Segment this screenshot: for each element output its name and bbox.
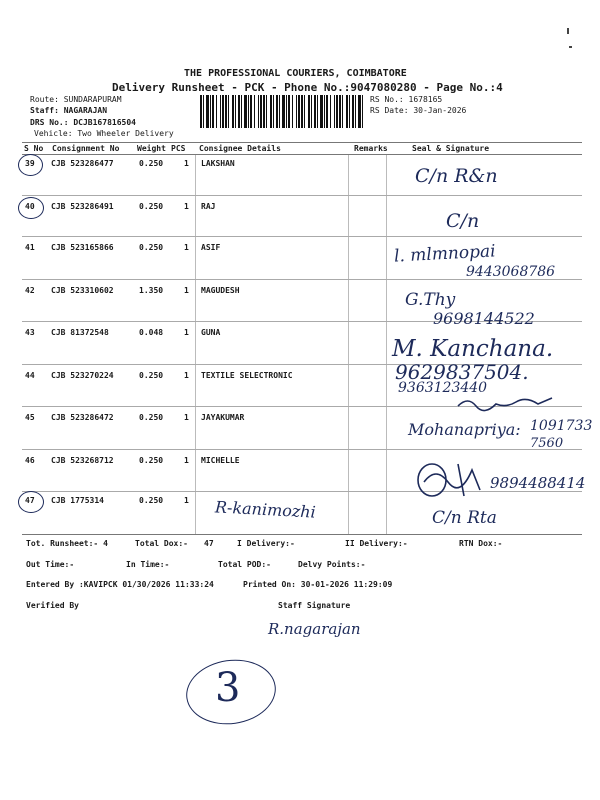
col-pcs: PCS bbox=[171, 144, 186, 153]
verified-by: Verified By bbox=[26, 601, 79, 610]
row-consignee: MICHELLE bbox=[201, 456, 240, 465]
col-weight: Weight bbox=[137, 144, 166, 153]
barcode-bar bbox=[349, 95, 350, 128]
col-remarks: Remarks bbox=[354, 144, 388, 153]
row-consignment-no: CJB 1775314 bbox=[51, 496, 104, 505]
col-consignee: Consignee Details bbox=[199, 144, 281, 153]
barcode-bar bbox=[260, 95, 262, 128]
printed-on: Printed On: 30-01-2026 11:29:09 bbox=[243, 580, 393, 589]
row-pcs: 1 bbox=[184, 496, 189, 505]
handwritten-signature: G.Thy bbox=[405, 290, 456, 310]
barcode-bar bbox=[336, 95, 338, 128]
handwritten-phone: 9443068786 bbox=[466, 264, 556, 280]
barcode-bar bbox=[212, 95, 214, 128]
company-title: THE PROFESSIONAL COURIERS, COIMBATORE bbox=[184, 68, 407, 79]
row-weight: 0.250 bbox=[139, 371, 164, 380]
barcode-bar bbox=[311, 95, 312, 128]
row-consignment-no: CJB 523268712 bbox=[51, 456, 114, 465]
barcode-bar bbox=[317, 95, 318, 128]
row-weight: 0.250 bbox=[139, 413, 164, 422]
staff-label: Staff: NAGARAJAN bbox=[30, 106, 108, 115]
barcode-bar bbox=[362, 95, 363, 128]
handwritten-page-number: 3 bbox=[215, 665, 241, 711]
barcode-bar bbox=[339, 95, 341, 128]
circle-mark bbox=[18, 491, 44, 513]
barcode-bar bbox=[326, 95, 328, 128]
row-weight: 0.250 bbox=[139, 159, 164, 168]
row-consignee: RAJ bbox=[201, 202, 216, 211]
row-consignment-no: CJB 523286472 bbox=[51, 413, 114, 422]
handwritten-phone: 9629837504. bbox=[395, 360, 529, 384]
out-time: Out Time:- bbox=[26, 560, 75, 569]
barcode-bar bbox=[324, 95, 325, 128]
barcode-bar bbox=[273, 95, 274, 128]
barcode-bar bbox=[346, 95, 348, 128]
row-weight: 0.250 bbox=[139, 456, 164, 465]
row-consignee: LAKSHAN bbox=[201, 159, 235, 168]
barcode-bar bbox=[286, 95, 287, 128]
barcode-bar bbox=[298, 95, 300, 128]
barcode-bar bbox=[250, 95, 252, 128]
tot-runsheet: Tot. Runsheet:- 4 bbox=[26, 539, 108, 548]
total-pod: Total POD:- bbox=[218, 560, 271, 569]
barcode-bar bbox=[241, 95, 242, 128]
handwritten-phone: 1091733 bbox=[530, 418, 593, 434]
barcode-bar bbox=[228, 95, 229, 128]
handwritten-phone: 9894488414 bbox=[490, 474, 586, 492]
row-consignee: GUNA bbox=[201, 328, 221, 337]
barcode-bar bbox=[266, 95, 267, 128]
row-sno: 42 bbox=[25, 286, 35, 295]
total-dox-value: 47 bbox=[204, 539, 214, 548]
row-divider bbox=[22, 195, 582, 196]
barcode-bar bbox=[238, 95, 240, 128]
margin-mark bbox=[567, 28, 569, 34]
barcode-bar bbox=[200, 95, 202, 128]
runsheet-subtitle: Delivery Runsheet - PCK - Phone No.:9047080280 - Page No.:4 bbox=[112, 81, 503, 94]
entered-by: Entered By :KAVIPCK 01/30/2026 11:33:24 bbox=[26, 580, 214, 589]
rs-date: RS Date: 30-Jan-2026 bbox=[370, 106, 467, 115]
row-pcs: 1 bbox=[184, 243, 189, 252]
ii-delivery: II Delivery:- bbox=[345, 539, 408, 548]
route-label: Route: SUNDARAPURAM bbox=[30, 95, 122, 104]
handwritten-note: C/n R&n bbox=[415, 165, 498, 187]
row-consignee: MAGUDESH bbox=[201, 286, 240, 295]
row-consignee: ASIF bbox=[201, 243, 221, 252]
row-consignment-no: CJB 523286491 bbox=[51, 202, 114, 211]
barcode-bar bbox=[279, 95, 280, 128]
barcode-bar bbox=[334, 95, 335, 128]
row-pcs: 1 bbox=[184, 328, 189, 337]
col-seal-signature: Seal & Signature bbox=[412, 144, 490, 153]
row-pcs: 1 bbox=[184, 286, 189, 295]
row-pcs: 1 bbox=[184, 456, 189, 465]
barcode-bar bbox=[232, 95, 234, 128]
barcode-bar bbox=[320, 95, 323, 128]
row-sno: 47 bbox=[25, 496, 35, 505]
barcode-bar bbox=[254, 95, 255, 128]
barcode-bar bbox=[203, 95, 204, 128]
barcode-bar bbox=[276, 95, 278, 128]
margin-mark bbox=[569, 46, 572, 48]
barcode-bar bbox=[314, 95, 316, 128]
row-consignment-no: CJB 523270224 bbox=[51, 371, 114, 380]
barcode-bar bbox=[296, 95, 297, 128]
row-pcs: 1 bbox=[184, 202, 189, 211]
circle-mark bbox=[18, 197, 44, 219]
barcode bbox=[200, 95, 366, 128]
row-sno: 43 bbox=[25, 328, 35, 337]
handwritten-signature: R-kanimozhi bbox=[214, 497, 317, 522]
in-time: In Time:- bbox=[126, 560, 170, 569]
row-pcs: 1 bbox=[184, 159, 189, 168]
barcode-bar bbox=[292, 95, 293, 128]
handwritten-note: C/n bbox=[446, 210, 480, 232]
barcode-bar bbox=[220, 95, 221, 128]
rs-no: RS No.: 1678165 bbox=[370, 95, 443, 104]
row-consignment-no: CJB 523165866 bbox=[51, 243, 114, 252]
barcode-bar bbox=[225, 95, 227, 128]
barcode-bar bbox=[258, 95, 259, 128]
row-divider bbox=[22, 236, 582, 237]
barcode-bar bbox=[244, 95, 247, 128]
barcode-bar bbox=[308, 95, 310, 128]
row-pcs: 1 bbox=[184, 371, 189, 380]
row-sno: 46 bbox=[25, 456, 35, 465]
handwritten-signature: Mohanapriya: bbox=[408, 420, 521, 439]
row-consignee: JAYAKUMAR bbox=[201, 413, 245, 422]
barcode-bar bbox=[288, 95, 290, 128]
drs-label: DRS No.: DCJB167816504 bbox=[30, 118, 136, 127]
rtn-dox: RTN Dox:- bbox=[459, 539, 503, 548]
scribble-signature bbox=[414, 460, 490, 500]
barcode-bar bbox=[248, 95, 249, 128]
i-delivery: I Delivery:- bbox=[237, 539, 295, 548]
barcode-bar bbox=[301, 95, 303, 128]
total-dox-label: Total Dox:- bbox=[135, 539, 188, 548]
staff-signature-label: Staff Signature bbox=[278, 601, 351, 610]
barcode-bar bbox=[270, 95, 272, 128]
row-consignment-no: CJB 523286477 bbox=[51, 159, 114, 168]
handwritten-note: C/n Rta bbox=[432, 508, 497, 528]
barcode-bar bbox=[263, 95, 265, 128]
vehicle-label: Vehicle: Two Wheeler Delivery bbox=[34, 129, 174, 138]
barcode-bar bbox=[210, 95, 211, 128]
row-sno: 44 bbox=[25, 371, 35, 380]
barcode-bar bbox=[330, 95, 331, 128]
row-weight: 0.250 bbox=[139, 496, 164, 505]
row-weight: 0.048 bbox=[139, 328, 164, 337]
barcode-bar bbox=[206, 95, 209, 128]
barcode-bar bbox=[235, 95, 236, 128]
row-sno: 41 bbox=[25, 243, 35, 252]
handwritten-signature: M. Kanchana. bbox=[392, 336, 554, 362]
row-weight: 1.350 bbox=[139, 286, 164, 295]
handwritten-phone: 7560 bbox=[530, 436, 564, 451]
row-weight: 0.250 bbox=[139, 202, 164, 211]
table-bottom-rule bbox=[22, 534, 582, 535]
row-pcs: 1 bbox=[184, 413, 189, 422]
barcode-bar bbox=[358, 95, 361, 128]
barcode-bar bbox=[222, 95, 224, 128]
handwritten-phone: 9698144522 bbox=[433, 309, 535, 328]
staff-signature: R.nagarajan bbox=[268, 620, 361, 638]
handwritten-signature: l. mlmnopai bbox=[393, 241, 497, 267]
barcode-bar bbox=[216, 95, 217, 128]
barcode-bar bbox=[304, 95, 305, 128]
row-weight: 0.250 bbox=[139, 243, 164, 252]
row-sno: 40 bbox=[25, 202, 35, 211]
handwritten-phone: 9363123440 bbox=[398, 380, 488, 396]
barcode-bar bbox=[342, 95, 343, 128]
barcode-bar bbox=[355, 95, 356, 128]
barcode-bar bbox=[352, 95, 354, 128]
col-consignment: Consignment No bbox=[52, 144, 120, 153]
col-sno: S No bbox=[24, 144, 44, 153]
delvy-points: Delvy Points:- bbox=[298, 560, 366, 569]
scribble-signature bbox=[456, 392, 556, 414]
row-consignment-no: CJB 81372548 bbox=[51, 328, 109, 337]
table-row bbox=[0, 202, 600, 244]
row-divider bbox=[22, 449, 582, 450]
row-sno: 39 bbox=[25, 159, 35, 168]
row-consignee: TEXTILE SELECTRONIC bbox=[201, 371, 293, 380]
circle-mark bbox=[18, 154, 43, 176]
row-consignment-no: CJB 523310602 bbox=[51, 286, 114, 295]
barcode-bar bbox=[282, 95, 285, 128]
row-sno: 45 bbox=[25, 413, 35, 422]
